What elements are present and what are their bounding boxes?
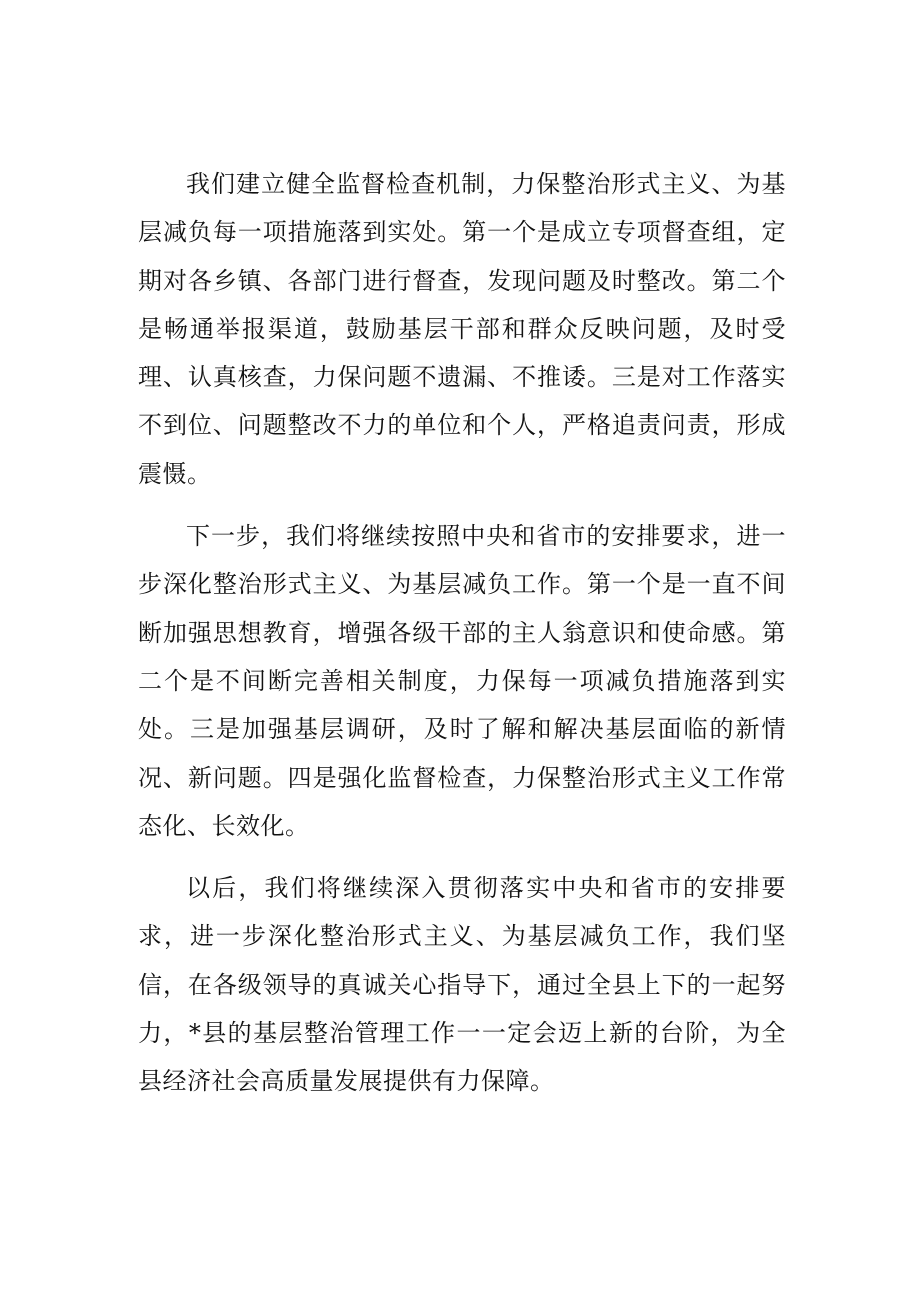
paragraph-supervision-mechanism: 我们建立健全监督检查机制，力保整治形式主义、为基层减负每一项措施落到实处。第一个是成立专项督查组，定期对各乡镇、各部门进行督查，发现问题及时整改。第二个是畅通举报渠道，鼓励基层干部和群众反映问题，及时受理、认真核查，力保问题不遗漏、不推诿。三是对工作落实不到位、问题整改不力的单位和个人，严格追责问责，形成震慑。 [138, 170, 786, 488]
paragraph-future-outlook: 以后，我们将继续深入贯彻落实中央和省市的安排要求，进一步深化整治形式主义、为基层减负工作，我们坚信，在各级领导的真诚关心指导下，通过全县上下的一起努力，*县的基层整治管理工作一一定会迈上新的台阶，为全县经济社会高质量发展提供有力保障。 [138, 874, 786, 1096]
paragraph-next-steps: 下一步，我们将继续按照中央和省市的安排要求，进一步深化整治形式主义、为基层减负工作。第一个是一直不间断加强思想教育，增强各级干部的主人翁意识和使命感。第二个是不间断完善相关制度，力保每一项减负措施落到实处。三是加强基层调研，及时了解和解决基层面临的新情况、新问题。四是强化监督检查，力保整治形式主义工作常态化、长效化。 [138, 522, 786, 840]
document-page [138, 160, 786, 1106]
